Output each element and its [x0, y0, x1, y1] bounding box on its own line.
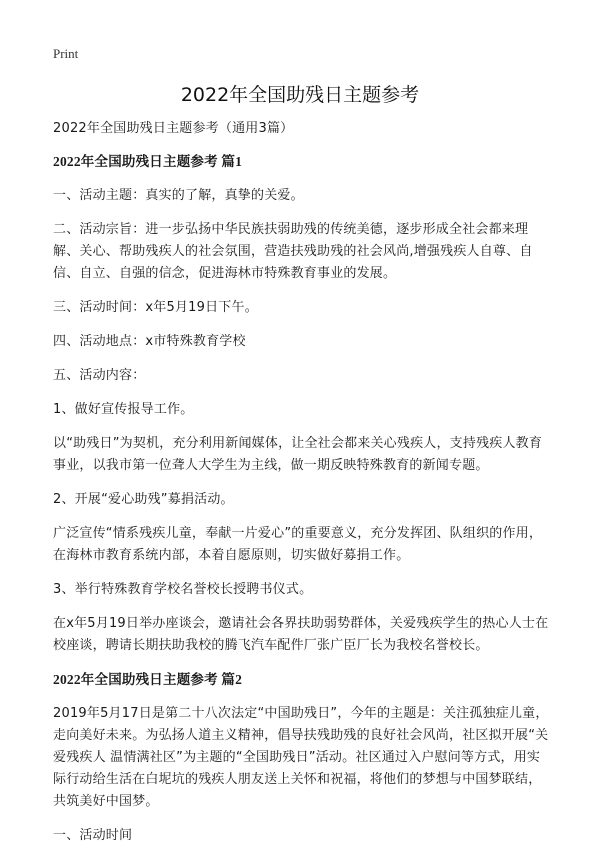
paragraph-item-2-title: 2、开展“爱心助残”募捐活动。	[53, 492, 234, 507]
page-title: 2022年全国助残日主题参考	[180, 84, 420, 106]
paragraph-item-3-body: 在x年5月19日举办座谈会，邀请社会各界扶助弱势群体，关爱残疾学生的热心人士在校座谈，聘请长期扶助我校的腾飞汽车配件厂张广臣厂长为我校名誉校长。	[53, 616, 549, 653]
paragraph-item-3-title: 3、举行特殊教育学校名誉校长授聘书仪式。	[53, 582, 313, 597]
section-heading-1: 2022年全国助残日主题参考 篇1	[53, 154, 243, 169]
paragraph-section2-intro: 2019年5月17日是第二十八次法定“中国助残日”，今年的主题是：关注孤独症儿童，走向美好未来。为弘扬人道主义精神，倡导扶残助残的良好社会风尚，社区拟开展“关爱残疾人 温情满社区”为主题的“全国助残日”活动。社区通过入户慰问等方式，用实际行动给生活在白坭坑的残疾人朋友送上关怀和祝福，将他们的梦想与中国梦联结，共筑美好中国梦。	[53, 706, 549, 809]
paragraph-item-1-body: 以“助残日”为契机，充分利用新闻媒体，让全社会都来关心残疾人，支持残疾人教育事业，以我市第一位聋人大学生为主线，做一期反映特殊教育的新闻专题。	[53, 436, 543, 473]
paragraph-section2-time: 一、活动时间	[53, 828, 133, 843]
document-subtitle: 2022年全国助残日主题参考（通用3篇）	[53, 121, 294, 136]
paragraph-activity-content: 五、活动内容：	[53, 368, 146, 383]
document-body	[53, 118, 553, 859]
print-link[interactable]: Print	[53, 46, 79, 61]
paragraph-item-2-body: 广泛宣传“情系残疾儿童，奉献一片爱心”的重要意义，充分发挥团、队组织的作用，在海林市教育系统内部，本着自愿原则，切实做好募捐工作。	[53, 526, 543, 563]
section-heading-2: 2022年全国助残日主题参考 篇2	[53, 672, 243, 687]
paragraph-activity-time: 三、活动时间：x年5月19日下午。	[53, 300, 258, 315]
paragraph-activity-purpose: 二、活动宗旨：进一步弘扬中华民族扶弱助残的传统美德，逐步形成全社会都来理解、关心、帮助残疾人的社会氛围，营造扶残助残的社会风尚,增强残疾人自尊、自信、自立、自强的信念，促进海林市特殊教育事业的发展。	[53, 222, 533, 281]
paragraph-item-1-title: 1、做好宣传报导工作。	[53, 402, 194, 417]
paragraph-activity-location: 四、活动地点：x市特殊教育学校	[53, 334, 246, 349]
paragraph-activity-theme: 一、活动主题：真实的了解，真挚的关爱。	[53, 188, 304, 203]
